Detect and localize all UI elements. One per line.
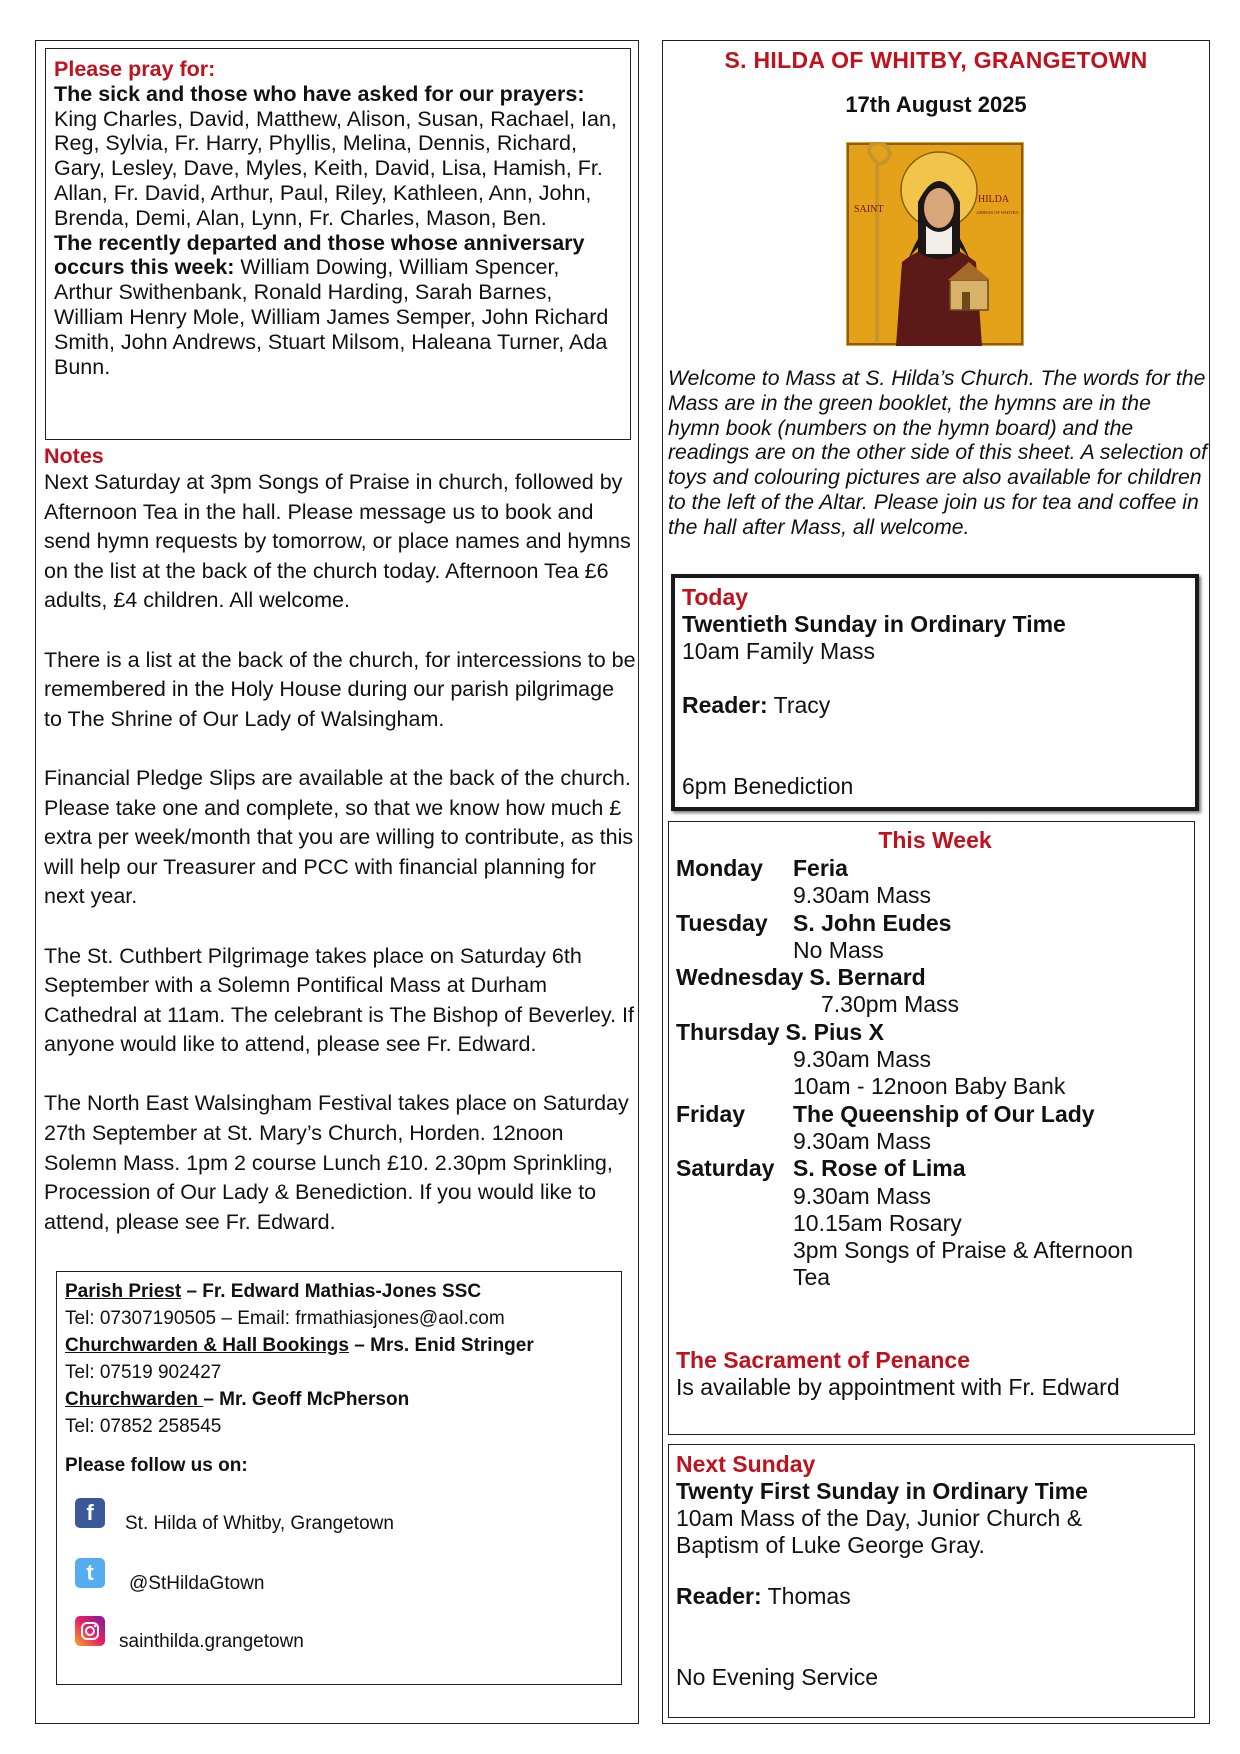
day-name: Tuesday <box>676 909 768 936</box>
prayer-heading: Please pray for: <box>54 57 216 81</box>
prayer-box <box>45 48 631 440</box>
day-item <box>676 1237 1194 1292</box>
day-item <box>676 937 1194 964</box>
instagram-icon <box>75 1616 105 1646</box>
warden2-name: – Mr. Geoff McPherson <box>203 1389 410 1410</box>
this-week-box <box>668 821 1195 1435</box>
icon-saint-text: SAINT <box>854 204 884 215</box>
today-heading: Today <box>682 584 749 610</box>
day-item <box>676 882 1194 909</box>
warden1-name: – Mrs. Enid Stringer <box>348 1335 534 1356</box>
penance-text: Is available by appointment with Fr. Edward <box>676 1374 1120 1401</box>
day-item-text: 9.30am Mass <box>793 1127 932 1154</box>
notes-paragraph: The St. Cuthbert Pilgrimage takes place on Saturday 6th September with a Solemn Pontifical Mass at Durham Cathedral at 11am. The celebrant is The Bishop of Beverley. If anyone would like to attend, please see Fr. Edward. <box>44 943 634 1057</box>
prayer-sick-list <box>54 82 622 231</box>
day-item <box>676 1183 1194 1210</box>
day-row-monday <box>676 855 1194 882</box>
service-date: 17th August 2025 <box>845 92 1027 117</box>
today-service: 10am Family Mass <box>682 638 875 664</box>
sick-names: King Charles, David, Matthew, Alison, Susan, Rachael, Ian, Reg, Sylvia, Fr. Harry, Phyllis, Melina, Dennis, Richard, Gary, Lesley, Dave, Myles, Keith, David, Lisa, Hamish, Fr. Allan, Fr. David, Arthur, Paul, Riley, Kathleen, Ann, John, Brenda, Demi, Alan, Lynn, Fr. Charles, Mason, Ben. <box>54 106 617 230</box>
day-row-tuesday <box>676 910 1194 937</box>
next-sunday-title: Twenty First Sunday in Ordinary Time <box>676 1478 1088 1504</box>
prayer-departed-list <box>54 231 622 380</box>
priest-role: Parish Priest <box>65 1281 182 1302</box>
sick-heading: The sick and those who have asked for our prayers: <box>54 81 585 106</box>
next-reader-label: Reader: <box>676 1583 762 1609</box>
departed-heading: The recently departed and those whose anniversary occurs this week: <box>54 230 585 280</box>
twitter-icon: t <box>75 1558 105 1588</box>
today-reader-label: Reader: <box>682 692 768 718</box>
day-item-text: 3pm Songs of Praise & Afternoon Tea <box>793 1237 1134 1291</box>
departed-names: William Dowing, William Spencer, Arthur Swithenbank, Ronald Harding, Sarah Barnes, William Henry Mole, William James Semper, John Richard Smith, John Andrews, Stuart Milsom, Haleana Turner, Ada Bunn. <box>54 255 609 379</box>
today-reader <box>682 692 1195 719</box>
day-feast: S. Rose of Lima <box>793 1155 966 1182</box>
contact-box <box>56 1271 622 1685</box>
facebook-link[interactable] <box>65 1491 613 1535</box>
today-title: Twentieth Sunday in Ordinary Time <box>682 611 1066 637</box>
notes-paragraph: There is a list at the back of the church, for intercessions to be remembered in the Holy House during our parish pilgrimage to The Shrine of Our Lady of Walsingham. <box>44 647 636 731</box>
notes-paragraph: Financial Pledge Slips are available at the back of the church. Please take one and complete, so that we know how much £ extra per week/month that you are willing to contribute, as this will help our Treasurer and PCC with financial planning for next year. <box>44 765 634 909</box>
day-item-text: 9.30am Mass <box>793 1182 932 1209</box>
day-feast: The Queenship of Our Lady <box>793 1100 1095 1127</box>
day-item-text: 9.30am Mass <box>793 882 932 909</box>
notes-section <box>44 444 636 1237</box>
day-name: Wednesday <box>676 964 804 991</box>
day-name: Monday <box>676 855 763 881</box>
day-feast: S. Pius X <box>785 1018 884 1045</box>
day-name: Saturday <box>676 1155 775 1182</box>
day-feast: S. John Eudes <box>793 909 952 936</box>
warden2-line <box>65 1386 613 1413</box>
twitter-label: @StHildaGtown <box>129 1573 265 1594</box>
warden2-tel: Tel: 07852 258545 <box>65 1416 222 1437</box>
day-feast: S. Bernard <box>809 964 926 991</box>
twitter-link[interactable] <box>65 1551 613 1595</box>
next-reader-name: Thomas <box>761 1583 851 1609</box>
priest-line <box>65 1278 613 1305</box>
priest-name: – Fr. Edward Mathias-Jones SSC <box>181 1281 482 1302</box>
day-item <box>676 1046 1194 1073</box>
day-name: Friday <box>676 1100 746 1127</box>
warden1-tel: Tel: 07519 902427 <box>65 1362 222 1383</box>
next-sunday-evening: No Evening Service <box>676 1664 878 1690</box>
warden2-role: Churchwarden <box>65 1389 204 1410</box>
day-item <box>676 1073 1194 1100</box>
day-item <box>676 991 1194 1018</box>
today-evening: 6pm Benediction <box>682 773 854 799</box>
next-sunday-reader <box>676 1583 1194 1610</box>
facebook-icon: f <box>75 1498 105 1528</box>
icon-hilda-text: HILDA <box>978 194 1010 205</box>
instagram-link[interactable] <box>65 1609 613 1653</box>
day-row-thursday <box>676 1019 1194 1046</box>
day-row-friday <box>676 1101 1194 1128</box>
day-name: Thursday <box>676 1018 780 1045</box>
today-reader-name: Tracy <box>767 692 831 718</box>
next-sunday-service: 10am Mass of the Day, Junior Church & Baptism of Luke George Gray. <box>676 1505 1083 1558</box>
day-item <box>676 1210 1194 1237</box>
notes-heading: Notes <box>44 444 104 468</box>
day-item-text: 9.30am Mass <box>793 1046 932 1073</box>
penance-heading: The Sacrament of Penance <box>676 1346 970 1373</box>
day-item-text: No Mass <box>793 936 884 963</box>
notes-paragraph: The North East Walsingham Festival takes place on Saturday 27th September at St. Mary’s Church, Horden. 12noon Solemn Mass. 1pm 2 course Lunch £10. 2.30pm Sprinkling, Procession of Our Lady & Benediction. If you would like to attend, please see Fr. Edward. <box>44 1091 629 1234</box>
church-title: S. HILDA OF WHITBY, GRANGETOWN <box>724 47 1148 73</box>
this-week-heading: This Week <box>878 827 992 853</box>
day-feast: Feria <box>793 855 848 881</box>
facebook-label: St. Hilda of Whitby, Grangetown <box>125 1513 394 1534</box>
instagram-label: sainthilda.grangetown <box>119 1631 304 1652</box>
priest-contact: Tel: 07307190505 – Email: frmathiasjones@aol.com <box>65 1308 505 1329</box>
day-item-text: 7.30pm Mass <box>821 991 960 1018</box>
day-item <box>676 1128 1194 1155</box>
next-sunday-box <box>668 1444 1195 1718</box>
icon-abbess-text: ABBESS OF WHITBY <box>976 210 1019 215</box>
next-sunday-heading: Next Sunday <box>676 1451 816 1477</box>
welcome-text: Welcome to Mass at S. Hilda’s Church. The words for the Mass are in the green booklet, the hymns are in the hymn book (numbers on the hymn board) and the readings are on the other side of this sheet. A selection of toys and colouring pictures are also available for children to the left of the Altar. Please join us for tea and coffee in the hall after Mass, all welcome. <box>668 367 1208 539</box>
saint-hilda-icon-image <box>846 142 1024 346</box>
day-item-text: 10.15am Rosary <box>793 1209 962 1236</box>
today-box <box>671 574 1199 811</box>
follow-heading: Please follow us on: <box>65 1455 248 1476</box>
warden1-role: Churchwarden & Hall Bookings <box>65 1335 349 1356</box>
warden1-line <box>65 1332 613 1359</box>
notes-paragraph: Next Saturday at 3pm Songs of Praise in church, followed by Afternoon Tea in the hall. Please message us to book and send hymn requests by tomorrow, or place names and hymns on the list at the back of the church today. Afternoon Tea £6 adults, £4 children. All welcome. <box>44 470 631 613</box>
day-item-text: 10am - 12noon Baby Bank <box>793 1073 1066 1100</box>
day-row-saturday <box>676 1155 1194 1182</box>
day-row-wednesday <box>676 964 1194 991</box>
